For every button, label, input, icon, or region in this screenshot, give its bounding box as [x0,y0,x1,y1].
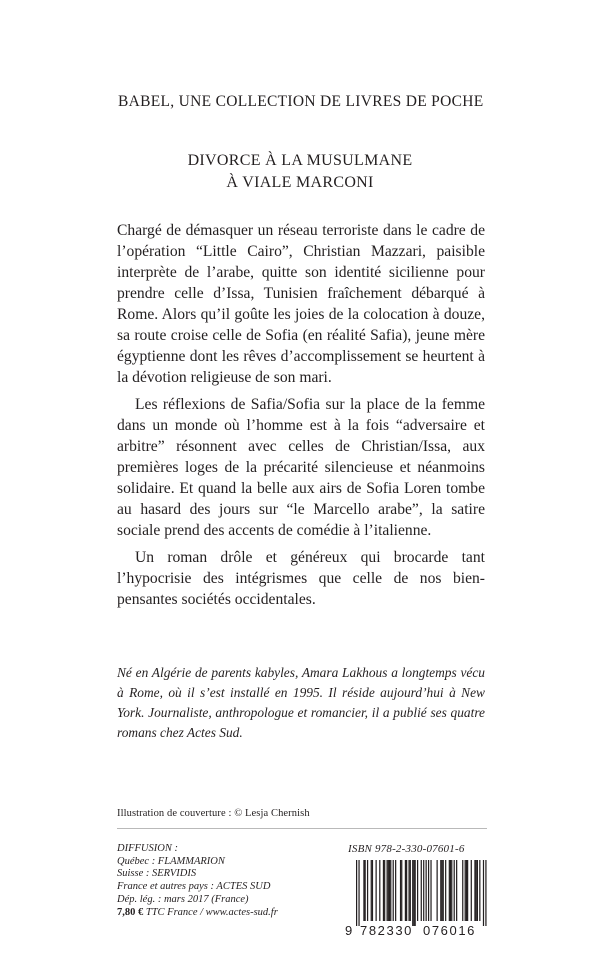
barcode-bar [451,860,452,921]
barcode-bar [376,860,377,921]
barcode-bar [405,860,406,921]
synopsis-paragraph: Chargé de démasquer un réseau terroriste dans le cadre de l’opération “Little Cairo”, Christian Mazzari, paisible interprète de l’arabe, quitte son identité sicilienne pour prendre celle d’Issa, Tunisien fraîchement débarqué à Rome. Alors qu’il goûte les joies de la colocation à douze, sa route croise celle de Sofia (en réalité Safia), jeune mère égyptienne dont les rêves d’accomplissement se heurtent à la dévotion religieuse de son mari. [117,222,485,386]
barcode-bar [449,860,450,921]
barcode-bar [390,860,391,921]
barcode-bar [467,860,468,921]
book-title [0,150,600,194]
synopsis-paragraph: Les réflexions de Safia/Sofia sur la place de la femme dans un monde où l’homme est à la fois “adversaire et arbitre” résonnent avec celles de Christian/Issa, aux premières loges de la précarité silencieuse et néanmoins solidaire. Et quand la belle aux airs de Sofia Loren tombe au hasard des jours sur “le Marcello arabe”, la satire sociale prend des accents de comédie à l’italienne. [117,396,485,539]
barcode-bar [415,860,416,926]
barcode-bar [393,860,394,921]
barcode-bar [479,860,480,921]
barcode-bar [450,860,451,921]
barcode-bar [466,860,467,921]
barcode-bars [356,860,487,926]
price-line [117,907,357,920]
barcode-bar [430,860,431,921]
barcode-bar [428,860,429,921]
barcode-bar [440,860,441,921]
barcode-bar [383,860,384,921]
legal-deposit: Dép. lég. : mars 2017 (France) [117,893,249,905]
barcode-bar [363,860,364,921]
barcode-digit-first: 9 [345,923,353,938]
barcode-bar [426,860,427,921]
barcode-bar [421,860,422,921]
barcode-bar [406,860,407,921]
barcode-bar [417,860,418,921]
barcode-bar [477,860,478,921]
barcode-bar [423,860,424,921]
distribution-heading: DIFFUSION : [117,843,178,854]
distribution-suisse: Suisse : SERVIDIS [117,868,197,880]
barcode-bar [367,860,368,921]
barcode-bar [456,860,457,921]
barcode-bar [474,860,475,921]
barcode-bar [356,860,357,926]
barcode-bar [400,860,401,921]
barcode-bar [462,860,463,921]
book-title-line-2: À VIALE MARCONI [226,174,374,191]
barcode-bar [388,860,389,921]
barcode-bar [413,860,414,926]
barcode-bar [384,860,385,921]
barcode [343,858,491,938]
barcode-digits-left: 782330 [360,923,413,938]
synopsis-paragraph: Un roman drôle et généreux qui brocarde tant l’hypocrisie des intégrismes que celle de nos bien-pensantes sociétés occidentales. [117,549,485,608]
barcode-bar [365,860,366,921]
barcode-bar [437,860,438,921]
price: 7,80 € [117,906,144,918]
barcode-bar [476,860,477,921]
isbn: ISBN 978-2-330-07601-6 [348,843,465,855]
price-suffix: TTC France / www.actes-sud.fr [143,906,278,918]
barcode-bar [395,860,396,921]
distribution-france: France et autres pays : ACTES SUD [117,881,271,893]
barcode-bar [465,860,466,921]
series-line: BABEL, UNE COLLECTION DE LIVRES DE POCHE [118,93,484,110]
barcode-bar [379,860,380,921]
barcode-bar [445,860,446,921]
book-title-line-1: DIVORCE À LA MUSULMANE [187,152,413,169]
barcode-bar [471,860,472,921]
synopsis [117,220,485,616]
barcode-bar [387,860,388,921]
barcode-bar [485,860,486,926]
barcode-bar [454,860,455,921]
barcode-bar [412,860,413,926]
cover-credit: Illustration de couverture : © Lesja Chernish [117,808,310,819]
barcode-digits-right: 076016 [423,923,476,938]
barcode-bar [441,860,442,921]
distribution-quebec: Québec : FLAMMARION [117,855,225,867]
barcode-bar [408,860,409,921]
barcode-bar [371,860,372,921]
author-bio: Né en Algérie de parents kabyles, Amara Lakhous a longtemps vécu à Rome, où il s’est installé en 1995. Il réside aujourd’hui à New York. Journaliste, anthropologue et romancier, il a publié ses quatre romans chez Actes Sud. [117,665,485,740]
barcode-bar [401,860,402,921]
barcode-bar [389,860,390,921]
barcode-bar [372,860,373,921]
barcode-bar [443,860,444,921]
divider [117,828,487,829]
barcode-bar [483,860,484,926]
barcode-bar [410,860,411,921]
distribution-block [117,843,357,919]
barcode-bar [358,860,359,926]
